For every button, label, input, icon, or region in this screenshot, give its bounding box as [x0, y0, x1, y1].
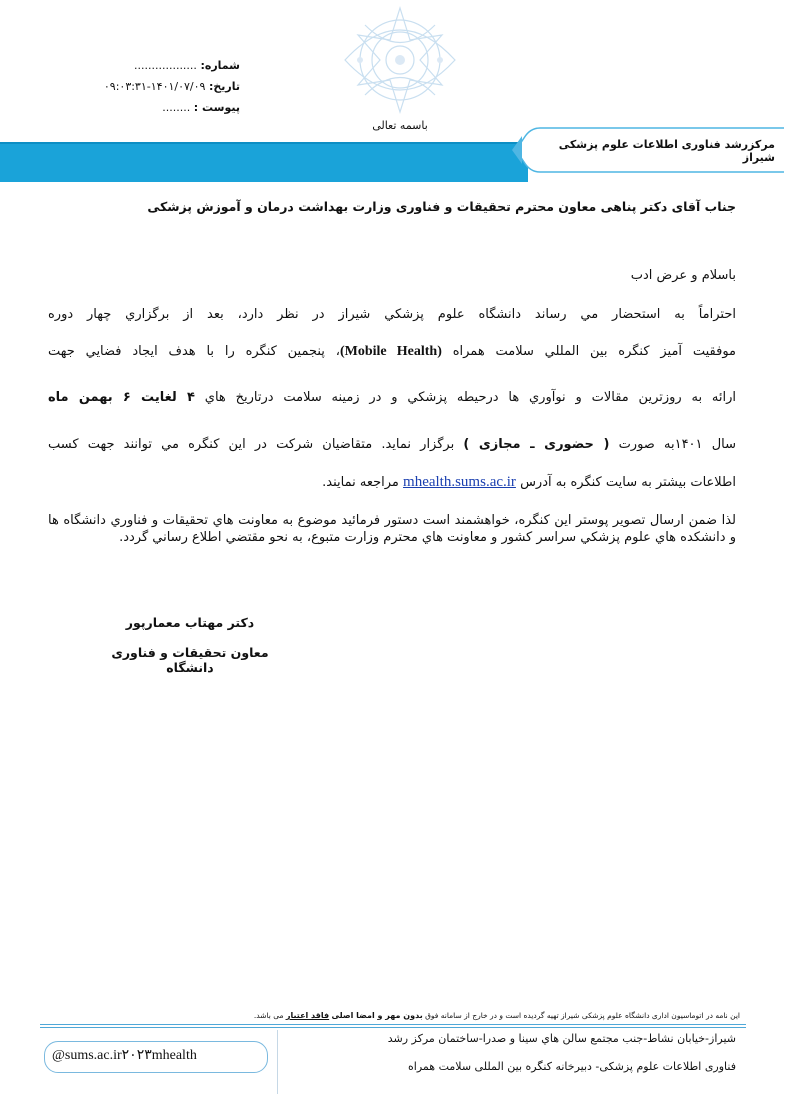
body-line-5: [48, 474, 736, 491]
body-line-4-a: سال ۱۴۰۱به صورت: [618, 437, 736, 452]
letter-number-label: شماره:: [200, 59, 240, 72]
letter-date-label: تاریخ:: [208, 80, 240, 93]
footer-note-a: این نامه در اتوماسیون اداری دانشگاه علوم پزشکی شیراز تهیه گردیده است و در خارج از سامانه فوق: [425, 1011, 740, 1020]
footer-address-line-2: فناوری اطلاعات علوم پزشکی- دبیرخانه کنگره بین المللی سلامت همراه: [408, 1060, 736, 1073]
congress-mode: ( حضوری ـ مجازی ): [463, 437, 610, 452]
footer-note-b1: بدون مهر و امضا اصلی: [331, 1011, 423, 1020]
letter-attachment-label: پیوست :: [193, 101, 240, 114]
footer-address-line-1: شيراز-خيابان نشاط-جنب مجتمع سالن هاي سينا و صدرا-ساختمان مركز رشد: [387, 1032, 736, 1045]
body-paragraph-2: لذا ضمن ارسال تصوير پوستر اين كنگره، خواهشمند است دستور فرمائيد موضوع به معاونت هاي تحقيقات و فناوري دانشگاه ها و دانشكده هاي علوم پزشكي سراسر كشور و معاونت هاي محترم وزارت متبوع، به نحو مقتضي اطلاع رساني گردد.: [48, 513, 736, 545]
footer-note-c: می باشد.: [253, 1011, 284, 1020]
header-band-edge: [0, 142, 528, 144]
letter-number-value: ..................: [133, 59, 197, 72]
body-line-1: احتراماً به استحضار مي رساند دانشگاه علوم پزشكي شيراز در نظر دارد، بعد از برگزاري چهار دوره: [48, 307, 736, 322]
letter-date-value: ۱۴۰۱/۰۷/۰۹-۰۹:۰۳:۳۱: [103, 80, 206, 93]
basmala: باسمه تعالی: [372, 119, 428, 132]
greeting: باسلام و عرض ادب: [630, 268, 736, 283]
footer-divider-2: [40, 1027, 746, 1028]
congress-website-link[interactable]: mhealth.sums.ac.ir: [403, 474, 516, 490]
letter-attachment-row: [90, 97, 240, 118]
body-line-5-b: مراجعه نمايند.: [322, 475, 399, 490]
footer-note-b2: فاقد اعتبار: [285, 1011, 330, 1020]
footer-divider: [40, 1024, 746, 1025]
signatory-name: دکتر مهتاب معمارپور: [125, 615, 255, 630]
letter-date-row: [90, 76, 240, 97]
body-line-2-b: ، پنجمين كنگره را با هدف ايجاد فضايي جهت: [48, 344, 340, 359]
body-line-5-a: اطلاعات بيشتر به سايت كنگره به آدرس: [520, 475, 736, 490]
signatory-title: معاون تحقیقات و فناوری دانشگاه: [111, 645, 269, 675]
body-line-4-b: برگزار نمايد. متقاضيان شركت در اين كنگره مي توانند جهت كسب: [48, 437, 455, 452]
header-band: [0, 142, 528, 182]
letter-attachment-value: ........: [162, 101, 191, 114]
body-line-2: [48, 344, 736, 360]
body-line-2-a: موفقيت آميز كنگره بين المللي سلامت همراه: [452, 344, 736, 359]
mobile-health-text: (Mobile Health): [339, 344, 442, 359]
letter-meta: [90, 55, 240, 118]
footer-email[interactable]: @sums.ac.ir۲۰۲۳mhealth: [52, 1048, 197, 1063]
center-name: مرکزرشد فناوری اطلاعات علوم پزشکی شیراز: [558, 138, 775, 164]
body-line-3: [48, 390, 736, 405]
body-line-4: [48, 437, 736, 452]
recipient: جناب آقای دکتر پناهی معاون محترم تحقیقات و فناوری وزارت بهداشت درمان و آموزش پزشکی: [147, 199, 736, 214]
congress-dates: ۴ لغایت ۶ بهمن ماه: [48, 390, 195, 405]
footer-vertical-divider: [277, 1030, 278, 1094]
footer-note: [100, 1011, 740, 1020]
letter-number-row: [90, 55, 240, 76]
body-line-3-a: ارائه به روزترين مقالات و نوآوري ها درحيطه پزشكي و در زمينه سلامت درتاريخ هاي: [204, 390, 737, 405]
